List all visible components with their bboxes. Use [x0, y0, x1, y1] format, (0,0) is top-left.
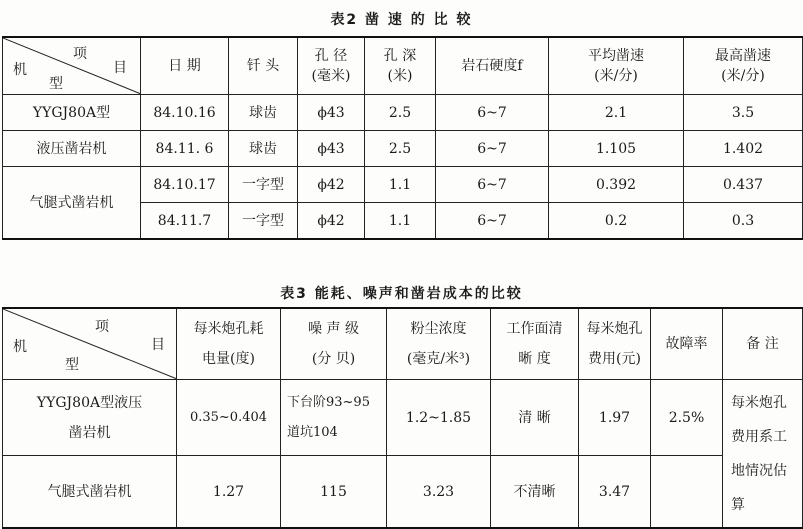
- noise-cell: [281, 380, 387, 456]
- bit-cell: 一字型: [229, 203, 298, 240]
- hardness-cell: 6~7: [436, 131, 549, 167]
- header-max-speed: [684, 37, 803, 95]
- machine-name-line1: YYGJ80A型液压: [36, 394, 143, 411]
- max-speed-cell: 0.437: [684, 167, 803, 203]
- machine-name: [3, 380, 177, 456]
- date-cell: 84.10.17: [141, 167, 229, 203]
- header-noise: [281, 308, 387, 380]
- avg-speed-cell: 0.392: [549, 167, 684, 203]
- table3-corner-header: [3, 308, 177, 380]
- energy-cell: 0.35~0.404: [177, 380, 281, 456]
- date-cell: 84.10.16: [141, 95, 229, 131]
- header-diameter: [298, 37, 365, 95]
- header-avg-speed: [549, 37, 684, 95]
- table2-corner-header: [3, 37, 141, 95]
- corner-label-bottom: 型: [65, 357, 79, 373]
- dust-cell: 1.2~1.85: [387, 380, 491, 456]
- machine-name: YYGJ80A型: [3, 95, 141, 131]
- noise-line2: 道坑104: [287, 424, 338, 440]
- table-row: [3, 456, 803, 529]
- machine-name: 气腿式凿岩机: [3, 456, 177, 529]
- header-avg-speed-line1: 平均凿速: [588, 48, 644, 64]
- header-noise-line2: (分 贝): [311, 351, 356, 367]
- header-date: 日 期: [141, 37, 229, 95]
- bit-cell: 球齿: [229, 131, 298, 167]
- table2-header-row: [3, 37, 803, 95]
- table-row: [3, 131, 803, 167]
- header-diameter-line2: (毫米): [311, 68, 351, 84]
- corner-label-bottom: 型: [49, 76, 63, 92]
- header-clarity-line1: 工作面清: [506, 321, 563, 337]
- header-cost-line1: 每米炮孔: [586, 321, 643, 337]
- header-energy: [177, 308, 281, 380]
- failure-cell: [651, 456, 723, 529]
- header-energy-line2: 电量(度): [202, 351, 255, 367]
- header-dust: [387, 308, 491, 380]
- header-notes: 备 注: [723, 308, 803, 380]
- table2-title: 表2 凿 速 的 比 较: [330, 12, 473, 28]
- header-dust-line2: (毫克/米³): [406, 351, 471, 367]
- hardness-cell: 6~7: [436, 95, 549, 131]
- depth-cell: 1.1: [365, 167, 436, 203]
- energy-noise-cost-table: [2, 307, 803, 529]
- table-row: [3, 95, 803, 131]
- bit-cell: 一字型: [229, 167, 298, 203]
- header-clarity: [491, 308, 579, 380]
- date-cell: 84.11. 6: [141, 131, 229, 167]
- header-max-speed-line1: 最高凿速: [715, 48, 771, 64]
- header-hardness: 岩石硬度f: [436, 37, 549, 95]
- depth-cell: 2.5: [365, 95, 436, 131]
- cost-cell: 3.47: [579, 456, 651, 529]
- hardness-cell: 6~7: [436, 167, 549, 203]
- corner-label-left: 机: [13, 62, 27, 78]
- diameter-cell: ϕ43: [298, 131, 365, 167]
- header-diameter-line1: 孔 径: [314, 48, 348, 64]
- table-row: [3, 380, 803, 456]
- hardness-cell: 6~7: [436, 203, 549, 240]
- header-depth-line2: (米): [387, 68, 413, 84]
- energy-cell: 1.27: [177, 456, 281, 529]
- corner-label-top: 项: [73, 46, 87, 62]
- header-failure: 故障率: [651, 308, 723, 380]
- dust-cell: 3.23: [387, 456, 491, 529]
- noise-cell: 115: [281, 456, 387, 529]
- header-avg-speed-line2: (米/分): [594, 68, 638, 84]
- corner-label-mid: 目: [113, 60, 127, 76]
- header-max-speed-line2: (米/分): [721, 68, 765, 84]
- avg-speed-cell: 1.105: [549, 131, 684, 167]
- header-clarity-line2: 晰 度: [518, 351, 551, 367]
- machine-name: 液压凿岩机: [3, 131, 141, 167]
- header-depth-line1: 孔 深: [383, 48, 417, 64]
- depth-cell: 2.5: [365, 131, 436, 167]
- header-depth: [365, 37, 436, 95]
- corner-label-left: 机: [13, 339, 27, 355]
- max-speed-cell: 0.3: [684, 203, 803, 240]
- diameter-cell: ϕ42: [298, 203, 365, 240]
- max-speed-cell: 1.402: [684, 131, 803, 167]
- header-cost-line2: 费用(元): [588, 351, 641, 367]
- table-row: [3, 167, 803, 203]
- clarity-cell: 不清晰: [491, 456, 579, 529]
- noise-line1: 下台阶93~95: [287, 394, 370, 410]
- date-cell: 84.11.7: [141, 203, 229, 240]
- speed-comparison-table: [2, 36, 803, 240]
- table3-header-row: [3, 308, 803, 380]
- machine-name-line2: 凿岩机: [68, 424, 111, 441]
- table3-title: 表3 能耗、噪声和凿岩成本的比较: [280, 286, 523, 302]
- header-dust-line1: 粉尘浓度: [410, 321, 467, 337]
- max-speed-cell: 3.5: [684, 95, 803, 131]
- failure-cell: 2.5%: [651, 380, 723, 456]
- depth-cell: 1.1: [365, 203, 436, 240]
- avg-speed-cell: 0.2: [549, 203, 684, 240]
- cost-cell: 1.97: [579, 380, 651, 456]
- header-energy-line1: 每米炮孔耗: [193, 321, 264, 337]
- diameter-cell: ϕ43: [298, 95, 365, 131]
- corner-label-mid: 目: [151, 337, 165, 353]
- header-cost: [579, 308, 651, 380]
- header-noise-line1: 噪 声 级: [308, 321, 359, 337]
- diameter-cell: ϕ42: [298, 167, 365, 203]
- avg-speed-cell: 2.1: [549, 95, 684, 131]
- machine-name: 气腿式凿岩机: [3, 167, 141, 240]
- clarity-cell: 清 晰: [491, 380, 579, 456]
- corner-label-top: 项: [95, 319, 109, 335]
- notes-cell: 每米炮孔费用系工地情况估算: [723, 380, 803, 529]
- header-bit: 钎 头: [229, 37, 298, 95]
- bit-cell: 球齿: [229, 95, 298, 131]
